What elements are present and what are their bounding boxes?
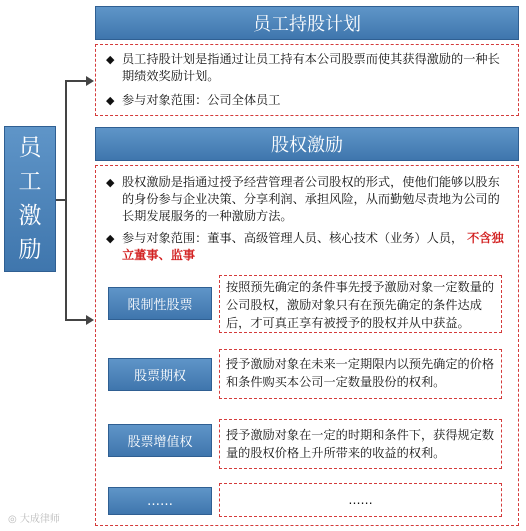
type-label-text: 限制性股票 [127,298,193,313]
type-desc-restricted-stock [219,275,502,333]
bullet-diamond-icon: ◆ [106,232,115,245]
type-desc-text: 按照预先确定的条件事先授予激励对象一定数量的公司股权，激励对象只有在预先确定的条件达成后，才可真正享有被授予的股权并从中获益。 [226,280,495,330]
connector-to-section1 [66,80,88,82]
watermark [8,510,60,525]
bullet-diamond-icon: ◆ [106,53,115,66]
type-label-text: 股票增值权 [127,435,193,450]
watermark-text: 大成律师 [19,514,60,525]
section2-bullet-2-highlight: 不含独立董事、监事 [122,231,504,262]
type-label-stock-appreciation-right [108,424,212,457]
type-desc-text: 授予激励对象在一定的时期和条件下，获得规定数量的股权价格上升所带来的收益的权利。 [226,428,495,460]
type-label-more [108,487,212,515]
section1-title: 员工持股计划 [253,14,361,35]
root-char-4: 励 [18,237,42,263]
section1-bullet-1 [106,51,510,85]
arrow-head-section1 [86,76,94,86]
watermark-icon: ◎ [8,514,17,525]
section2-panel [95,165,519,526]
section1-bullet-1-text: 员工持股计划是指通过让员工持有本公司股票而使其获得激励的一种长期绩效奖励计划。 [122,52,500,83]
type-desc-text: 授予激励对象在未来一定期限内以预先确定的价格和条件购买本公司一定数量股份的权利。 [226,357,495,389]
type-desc-stock-appreciation-right [219,419,502,469]
section2-title: 股权激励 [271,135,343,156]
section2-bullet-1-text: 股权激励是指通过授予经营管理者公司股权的形式，使他们能够以股东的身份参与企业决策、分享利润、承担风险，从而勤勉尽责地为公司的长期发展服务的一种激励方法。 [122,175,500,223]
type-label-text: …… [147,493,173,509]
connector-vertical [65,80,67,321]
type-label-text: 股票期权 [133,369,186,384]
type-label-stock-option [108,358,212,391]
section1-header [95,6,519,40]
connector-to-section2 [66,319,88,321]
type-label-restricted-stock [108,287,212,320]
root-char-2: 工 [18,169,42,195]
type-desc-stock-option [219,349,502,399]
root-char-1: 员 [18,135,42,161]
section2-bullet-2-text: 参与对象范围：董事、高级管理人员、核心技术（业务）人员， [122,231,464,245]
root-char-3: 激 [18,203,42,229]
section1-panel [95,44,519,116]
section1-bullet-2 [106,92,510,109]
bullet-diamond-icon: ◆ [106,94,115,107]
section1-bullet-2-text: 参与对象范围：公司全体员工 [122,93,281,107]
type-desc-more [219,483,502,517]
section2-header [95,127,519,161]
section2-bullet-1 [106,174,510,225]
arrow-head-section2 [86,315,94,325]
root-node-employee-incentive [4,126,56,272]
section2-bullet-2 [106,230,510,264]
bullet-diamond-icon: ◆ [106,176,115,189]
type-desc-text: …… [348,493,373,507]
